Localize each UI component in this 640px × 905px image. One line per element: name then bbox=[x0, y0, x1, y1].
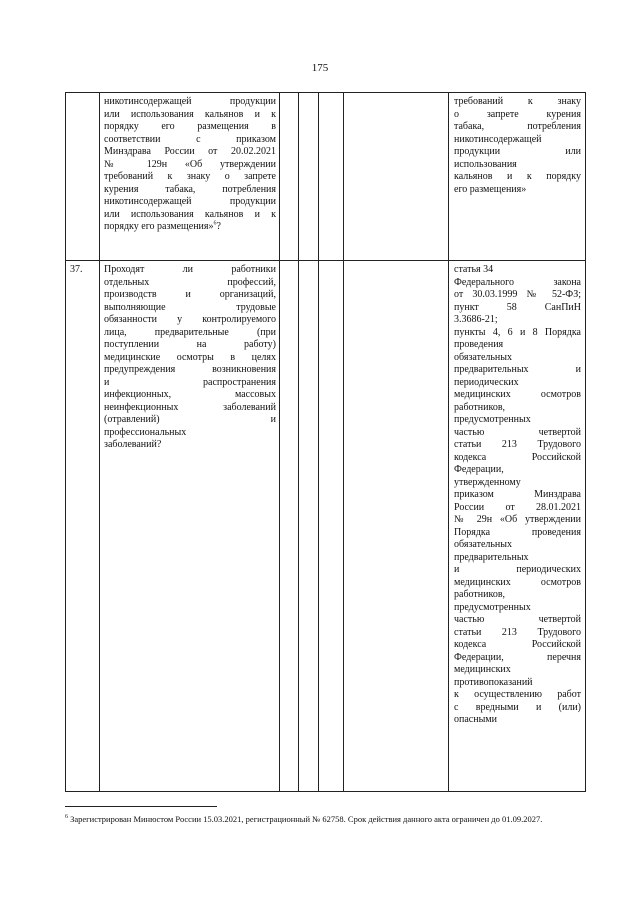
text-line: от 30.03.1999 № 52-ФЗ; bbox=[454, 289, 581, 300]
text-line: Федерального закона bbox=[454, 276, 581, 288]
text-line: требований к знаку bbox=[454, 96, 581, 107]
text-line: или использования кальянов и к bbox=[104, 208, 276, 220]
text-line: приказом Минздрава bbox=[454, 489, 581, 500]
text-line: периодических bbox=[454, 376, 519, 388]
footnote-ref: 6 bbox=[213, 220, 217, 227]
text-line: Минздрава России от 20.02.2021 bbox=[104, 146, 276, 157]
text-line: кодекса Российской bbox=[454, 639, 581, 650]
text-line: противопоказаний bbox=[454, 676, 533, 688]
col-border bbox=[279, 92, 280, 792]
text-line: 3.3686-21; bbox=[454, 314, 498, 325]
text-line: выполняющие трудовые bbox=[104, 301, 276, 313]
text-line: (отравлений) и bbox=[104, 414, 276, 425]
text-line: инфекционных, массовых bbox=[104, 389, 276, 400]
text-span: ? bbox=[216, 221, 221, 232]
text-line: кальянов и к порядку bbox=[454, 171, 581, 182]
text-line: заболеваний? bbox=[104, 439, 162, 450]
col-border bbox=[298, 92, 299, 792]
footnote-separator bbox=[65, 806, 217, 807]
text-line: продукции или bbox=[454, 146, 581, 157]
text-line: медицинских bbox=[454, 664, 511, 675]
text-line: отдельных профессий, bbox=[104, 276, 276, 288]
table-row-question bbox=[104, 264, 276, 452]
text-line: предварительных и bbox=[454, 364, 581, 375]
footnote-marker: 6 bbox=[65, 814, 68, 821]
col-border bbox=[318, 92, 319, 792]
page-number: 175 bbox=[311, 62, 329, 74]
table-top-border bbox=[65, 92, 585, 93]
footnote bbox=[65, 814, 580, 825]
text-line: профессиональных bbox=[104, 426, 187, 438]
text-line: и периодических bbox=[454, 564, 581, 575]
footnote-text: Зарегистрирован Минюстом России 15.03.2021, регистрационный № 62758. Срок действия данного акта ограничен до 01.09.2027. bbox=[68, 814, 543, 824]
table-row-reference bbox=[454, 264, 581, 727]
text-line: медицинские осмотры в целях bbox=[104, 351, 276, 363]
col-border bbox=[65, 92, 66, 792]
text-line: о запрете курения bbox=[454, 108, 581, 120]
text-line: пункты 4, 6 и 8 Порядка bbox=[454, 326, 581, 338]
text-line: соответствии с приказом bbox=[104, 133, 276, 145]
text-line: курения табака, потребления bbox=[104, 183, 276, 195]
text-line: или использования кальянов и к bbox=[104, 108, 276, 120]
text-line: никотинсодержащей продукции bbox=[104, 196, 276, 207]
table-row-question bbox=[104, 96, 276, 234]
text-line: производств и организаций, bbox=[104, 289, 276, 300]
text-line: статьи 213 Трудового bbox=[454, 439, 581, 450]
text-line: предварительных bbox=[454, 551, 529, 563]
col-border bbox=[585, 92, 586, 792]
text-line: предусмотренных bbox=[454, 414, 531, 425]
text-line: и распространения bbox=[104, 376, 276, 388]
text-line: никотинсодержащей продукции bbox=[104, 96, 276, 107]
text-line: к осуществлению работ bbox=[454, 689, 581, 700]
text-line: медицинских осмотров bbox=[454, 576, 581, 588]
text-line: № 129н «Об утверждении bbox=[104, 158, 276, 170]
text-line: частью четвертой bbox=[454, 614, 581, 625]
row-number: 37. bbox=[70, 264, 83, 275]
text-line: порядку его размещения в bbox=[104, 121, 276, 132]
text-line: работников, bbox=[454, 589, 506, 600]
text-line: Порядка проведения bbox=[454, 526, 581, 538]
text-line: № 29н «Об утверждении bbox=[454, 514, 581, 525]
text-line: опасными bbox=[454, 714, 497, 725]
text-line: поступлении на работу) bbox=[104, 339, 276, 350]
text-line: использования bbox=[454, 158, 517, 170]
text-line: лица, предварительные (при bbox=[104, 326, 276, 338]
text-span: порядку его размещения» bbox=[104, 221, 214, 232]
text-line: его размещения» bbox=[454, 183, 527, 195]
text-line bbox=[104, 221, 276, 234]
row-divider bbox=[65, 260, 585, 261]
text-line: статьи 213 Трудового bbox=[454, 626, 581, 638]
text-line: Федерации, перечня bbox=[454, 651, 581, 663]
col-border bbox=[343, 92, 344, 792]
text-line: статья 34 bbox=[454, 264, 494, 275]
col-border bbox=[448, 92, 449, 792]
text-line: с вредными и (или) bbox=[454, 701, 581, 713]
text-line: проведения bbox=[454, 339, 504, 350]
text-line: обязанности у контролируемого bbox=[104, 314, 276, 325]
text-line: Проходят ли работники bbox=[104, 264, 276, 275]
text-line: предусмотренных bbox=[454, 601, 531, 613]
text-line: обязательных bbox=[454, 351, 512, 363]
text-line: никотинсодержащей bbox=[454, 133, 542, 145]
text-line: предупреждения возникновения bbox=[104, 364, 276, 375]
text-line: обязательных bbox=[454, 539, 512, 550]
text-line: медицинских осмотров bbox=[454, 389, 581, 400]
text-line: утвержденному bbox=[454, 476, 521, 488]
text-line: табака, потребления bbox=[454, 121, 581, 132]
text-line: России от 28.01.2021 bbox=[454, 501, 581, 513]
text-line: неинфекционных заболеваний bbox=[104, 401, 276, 413]
text-line: Федерации, bbox=[454, 464, 504, 475]
text-line: работников, bbox=[454, 401, 506, 413]
table-bottom-border bbox=[65, 791, 585, 792]
text-line: кодекса Российской bbox=[454, 451, 581, 463]
table-row-reference bbox=[454, 96, 581, 196]
col-border bbox=[99, 92, 100, 792]
text-line: требований к знаку о запрете bbox=[104, 171, 276, 182]
text-line: частью четвертой bbox=[454, 426, 581, 438]
text-line: пункт 58 СанПиН bbox=[454, 301, 581, 313]
